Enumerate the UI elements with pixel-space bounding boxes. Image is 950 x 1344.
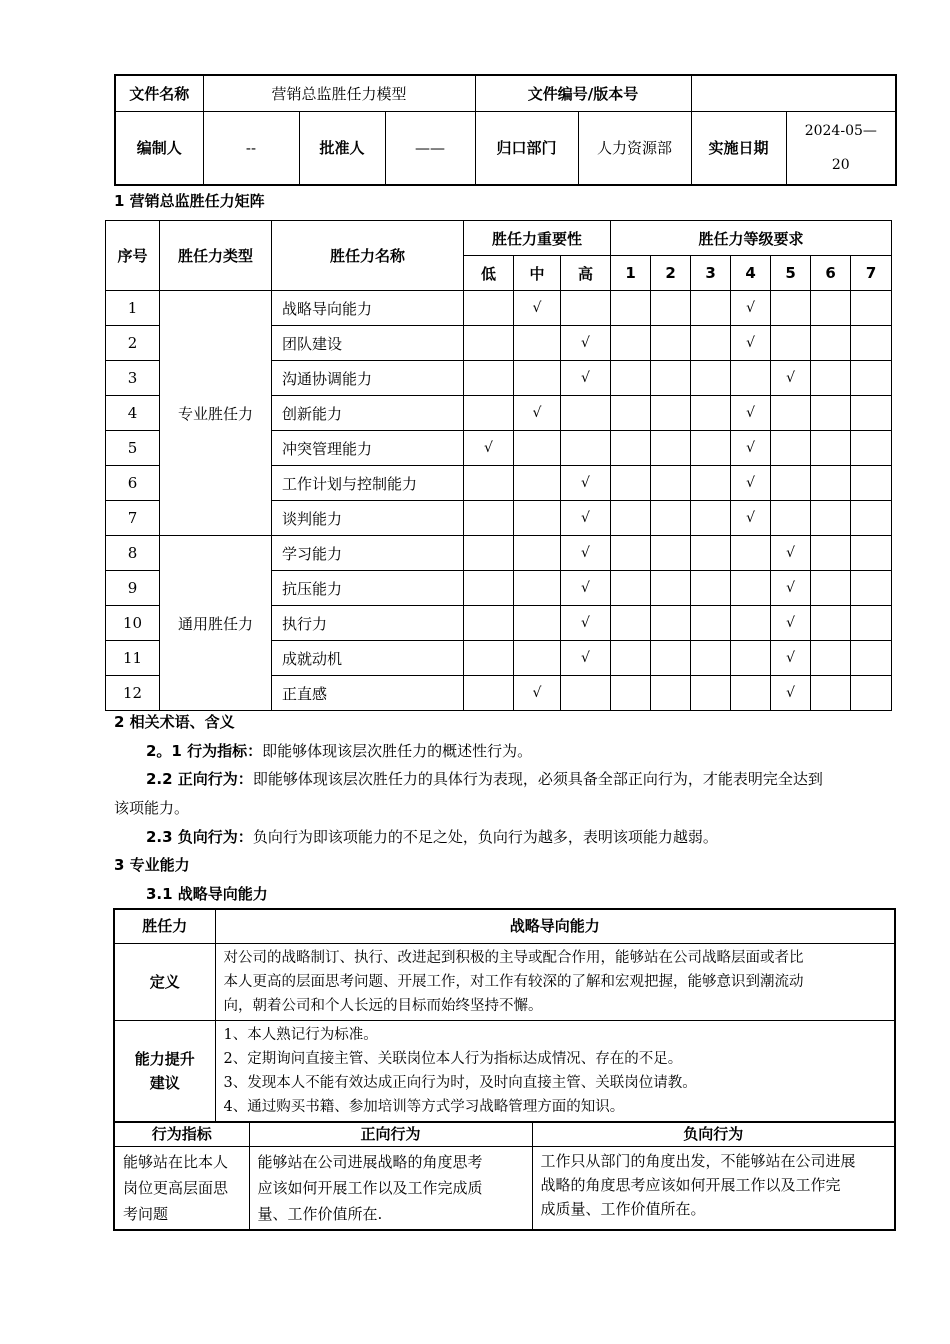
level-cell	[691, 676, 731, 711]
level-cell	[771, 466, 811, 501]
level-cell	[611, 606, 651, 641]
level-cell	[851, 396, 892, 431]
date-value	[786, 111, 896, 185]
term-3-name: 负向行为：	[177, 828, 253, 846]
header-positive: 正向行为	[249, 1122, 532, 1147]
level-cell	[851, 431, 892, 466]
importance-cell	[464, 676, 514, 711]
term-2-text: 即能够体现该层次胜任力的具体行为表现，必须具备全部正向行为，才能表明完全达到	[252, 770, 823, 788]
term-2-text-continued: 该项能力。	[114, 799, 190, 817]
level-check-mark: √	[771, 536, 811, 571]
importance-check-mark: √	[561, 466, 611, 501]
importance-cell	[561, 431, 611, 466]
competency-detail-table	[113, 908, 896, 1123]
level-cell	[611, 571, 651, 606]
level-check-mark: √	[731, 291, 771, 326]
level-col-4: 4	[731, 256, 771, 291]
level-col-5: 5	[771, 256, 811, 291]
importance-cell	[514, 571, 561, 606]
importance-cell	[464, 641, 514, 676]
importance-cell	[464, 291, 514, 326]
approver-label: 批准人	[299, 111, 385, 185]
competency-name: 谈判能力	[272, 501, 464, 536]
level-check-mark: √	[771, 571, 811, 606]
row-number: 2	[106, 326, 160, 361]
row-number: 12	[106, 676, 160, 711]
level-cell	[691, 396, 731, 431]
competency-name: 创新能力	[272, 396, 464, 431]
competency-name: 成就动机	[272, 641, 464, 676]
level-cell	[611, 501, 651, 536]
row-number: 4	[106, 396, 160, 431]
term-1-name: 行为指标：	[187, 742, 263, 760]
level-cell	[811, 501, 851, 536]
advice-item: 2、定期询问直接主管、关联岗位本人行为指标达成情况、存在的不足。	[223, 1050, 683, 1067]
competency-type: 通用胜任力	[160, 536, 272, 711]
header-indicator: 行为指标	[114, 1122, 249, 1147]
level-cell	[691, 361, 731, 396]
level-cell	[611, 361, 651, 396]
level-cell	[811, 606, 851, 641]
competency-name: 战略导向能力	[215, 909, 895, 943]
term-paragraph-3	[146, 826, 718, 847]
level-cell	[611, 431, 651, 466]
level-cell	[611, 396, 651, 431]
importance-check-mark: √	[514, 396, 561, 431]
importance-cell	[514, 606, 561, 641]
negative-line: 战略的角度思考应该如何开展工作以及工作完	[540, 1176, 841, 1194]
row-number: 6	[106, 466, 160, 501]
competency-name: 抗压能力	[272, 571, 464, 606]
level-col-6: 6	[811, 256, 851, 291]
level-cell	[611, 676, 651, 711]
row-number: 5	[106, 431, 160, 466]
advice-list	[215, 1020, 895, 1122]
level-col-1: 1	[611, 256, 651, 291]
advice-label-line-2: 建议	[149, 1073, 180, 1092]
level-cell	[811, 326, 851, 361]
level-cell	[811, 536, 851, 571]
level-cell	[771, 431, 811, 466]
header-negative: 负向行为	[532, 1122, 895, 1147]
level-cell	[811, 466, 851, 501]
level-cell	[851, 641, 892, 676]
date-line-2: 20	[831, 156, 850, 173]
definition-line: 本人更高的层面思考问题、开展工作，对工作有较深的了解和宏观把握，能够意识到潮流动	[223, 973, 804, 990]
level-check-mark: √	[771, 641, 811, 676]
level-cell	[611, 291, 651, 326]
level-cell	[611, 536, 651, 571]
indicator-line: 考问题	[123, 1205, 169, 1223]
header-importance: 胜任力重要性	[464, 221, 611, 256]
level-cell	[651, 466, 691, 501]
row-number: 8	[106, 536, 160, 571]
competency-name: 团队建设	[272, 326, 464, 361]
competency-type: 专业胜任力	[160, 291, 272, 536]
level-cell	[771, 501, 811, 536]
date-line-1: 2024-05—	[804, 122, 877, 139]
level-check-mark: √	[731, 396, 771, 431]
table-row	[106, 536, 892, 571]
level-cell	[651, 536, 691, 571]
level-cell	[691, 431, 731, 466]
positive-text	[249, 1147, 532, 1231]
level-cell	[811, 396, 851, 431]
document-info-table	[114, 74, 897, 186]
level-cell	[611, 466, 651, 501]
level-cell	[611, 641, 651, 676]
advice-label-line-1: 能力提升	[134, 1049, 195, 1068]
approver-value: ——	[385, 111, 475, 185]
level-check-mark: √	[731, 501, 771, 536]
importance-cell	[464, 501, 514, 536]
row-number: 1	[106, 291, 160, 326]
importance-cell	[464, 571, 514, 606]
level-cell	[691, 466, 731, 501]
importance-cell	[514, 466, 561, 501]
level-check-mark: √	[731, 326, 771, 361]
importance-check-mark: √	[514, 291, 561, 326]
competency-matrix	[105, 220, 892, 711]
level-cell	[851, 676, 892, 711]
level-check-mark: √	[731, 431, 771, 466]
date-label: 实施日期	[691, 111, 786, 185]
level-cell	[731, 606, 771, 641]
competency-name: 战略导向能力	[272, 291, 464, 326]
level-cell	[851, 571, 892, 606]
importance-cell	[464, 606, 514, 641]
negative-text	[532, 1147, 895, 1231]
level-cell	[691, 571, 731, 606]
level-cell	[651, 501, 691, 536]
header-type: 胜任力类型	[160, 221, 272, 291]
behavior-table	[113, 1121, 896, 1231]
importance-col-0: 低	[464, 256, 514, 291]
importance-cell	[514, 536, 561, 571]
section-2-title: 2 相关术语、含义	[114, 713, 235, 731]
term-3-text: 负向行为即该项能力的不足之处，负向行为越多，表明该项能力越弱。	[252, 828, 718, 846]
row-number: 7	[106, 501, 160, 536]
level-check-mark: √	[771, 361, 811, 396]
level-cell	[811, 291, 851, 326]
level-cell	[651, 326, 691, 361]
level-cell	[651, 361, 691, 396]
importance-check-mark: √	[561, 361, 611, 396]
level-cell	[851, 466, 892, 501]
level-cell	[851, 501, 892, 536]
competency-name: 工作计划与控制能力	[272, 466, 464, 501]
file-name-label: 文件名称	[115, 75, 203, 111]
file-name-value: 营销总监胜任力模型	[203, 75, 475, 111]
level-cell	[691, 641, 731, 676]
dept-label: 归口部门	[475, 111, 578, 185]
importance-cell	[514, 326, 561, 361]
level-cell	[651, 641, 691, 676]
term-1-number: 2。1	[146, 742, 188, 760]
header-name: 胜任力名称	[272, 221, 464, 291]
level-cell	[691, 291, 731, 326]
level-cell	[811, 361, 851, 396]
header-levels: 胜任力等级要求	[611, 221, 892, 256]
negative-line: 工作只从部门的角度出发，不能够站在公司进展	[540, 1152, 856, 1170]
level-cell	[771, 291, 811, 326]
level-check-mark: √	[731, 466, 771, 501]
importance-check-mark: √	[561, 501, 611, 536]
importance-cell	[514, 361, 561, 396]
importance-cell	[514, 431, 561, 466]
level-cell	[691, 536, 731, 571]
level-cell	[691, 501, 731, 536]
row-number: 11	[106, 641, 160, 676]
importance-cell	[561, 291, 611, 326]
level-cell	[651, 396, 691, 431]
advice-item: 4、通过购买书籍、参加培训等方式学习战略管理方面的知识。	[223, 1098, 625, 1115]
header-no: 序号	[106, 221, 160, 291]
level-cell	[851, 326, 892, 361]
row-number: 3	[106, 361, 160, 396]
importance-check-mark: √	[561, 606, 611, 641]
level-cell	[651, 676, 691, 711]
term-3-number: 2.3	[146, 828, 178, 846]
level-cell	[811, 676, 851, 711]
level-cell	[691, 606, 731, 641]
level-cell	[731, 536, 771, 571]
level-col-7: 7	[851, 256, 892, 291]
advice-item: 3、发现本人不能有效达成正向行为时，及时向直接主管、关联岗位请教。	[223, 1074, 697, 1091]
section-3-1-title: 3.1 战略导向能力	[146, 885, 268, 903]
level-cell	[651, 606, 691, 641]
term-paragraph-1	[146, 740, 532, 761]
advice-item: 1、本人熟记行为标准。	[223, 1026, 378, 1043]
importance-check-mark: √	[561, 571, 611, 606]
indicator-line: 岗位更高层面思	[123, 1179, 229, 1197]
competency-label: 胜任力	[114, 909, 215, 943]
competency-name: 沟通协调能力	[272, 361, 464, 396]
section-1-title: 1 营销总监胜任力矩阵	[114, 192, 265, 210]
term-2-number: 2.2	[146, 770, 178, 788]
file-no-value	[691, 75, 896, 111]
competency-name: 执行力	[272, 606, 464, 641]
importance-cell	[464, 326, 514, 361]
term-1-text: 即能够体现该层次胜任力的概述性行为。	[262, 742, 533, 760]
term-2-name: 正向行为：	[177, 770, 253, 788]
importance-check-mark: √	[561, 641, 611, 676]
level-cell	[731, 676, 771, 711]
level-cell	[811, 641, 851, 676]
editor-value: --	[203, 111, 299, 185]
level-cell	[651, 571, 691, 606]
level-cell	[731, 361, 771, 396]
importance-cell	[561, 396, 611, 431]
level-cell	[851, 606, 892, 641]
level-cell	[811, 571, 851, 606]
advice-label	[114, 1020, 215, 1122]
row-number: 10	[106, 606, 160, 641]
importance-cell	[561, 676, 611, 711]
importance-check-mark: √	[561, 536, 611, 571]
level-cell	[611, 326, 651, 361]
level-cell	[731, 641, 771, 676]
level-cell	[771, 326, 811, 361]
indicator-line: 能够站在比本人	[123, 1153, 229, 1171]
competency-name: 学习能力	[272, 536, 464, 571]
row-number: 9	[106, 571, 160, 606]
indicator-text	[114, 1147, 249, 1231]
level-cell	[651, 431, 691, 466]
importance-cell	[464, 361, 514, 396]
importance-check-mark: √	[561, 326, 611, 361]
section-3-title: 3 专业能力	[114, 856, 190, 874]
negative-line: 成质量、工作价值所在。	[540, 1200, 706, 1218]
importance-cell	[514, 501, 561, 536]
level-col-3: 3	[691, 256, 731, 291]
level-cell	[851, 536, 892, 571]
level-cell	[851, 361, 892, 396]
competency-name: 冲突管理能力	[272, 431, 464, 466]
positive-line: 能够站在公司进展战略的角度思考	[257, 1153, 483, 1171]
editor-label: 编制人	[115, 111, 203, 185]
positive-line: 应该如何开展工作以及工作完成质	[257, 1179, 483, 1197]
file-no-label: 文件编号/版本号	[475, 75, 691, 111]
level-check-mark: √	[771, 606, 811, 641]
importance-cell	[464, 466, 514, 501]
definition-line: 向，朝着公司和个人长远的目标而始终坚持不懈。	[223, 997, 543, 1014]
term-paragraph-2	[146, 768, 823, 789]
level-check-mark: √	[771, 676, 811, 711]
definition-text	[215, 943, 895, 1020]
dept-value: 人力资源部	[578, 111, 691, 185]
level-cell	[691, 326, 731, 361]
importance-col-1: 中	[514, 256, 561, 291]
importance-col-2: 高	[561, 256, 611, 291]
importance-check-mark: √	[464, 431, 514, 466]
level-cell	[811, 431, 851, 466]
positive-line: 量、工作价值所在.	[257, 1205, 383, 1223]
level-cell	[771, 396, 811, 431]
definition-label: 定义	[114, 943, 215, 1020]
importance-cell	[464, 396, 514, 431]
level-cell	[731, 571, 771, 606]
importance-cell	[464, 536, 514, 571]
level-cell	[851, 291, 892, 326]
importance-cell	[514, 641, 561, 676]
level-cell	[651, 291, 691, 326]
definition-line: 对公司的战略制订、执行、改进起到积极的主导或配合作用，能够站在公司战略层面或者比	[223, 949, 804, 966]
competency-name: 正直感	[272, 676, 464, 711]
table-row	[106, 291, 892, 326]
importance-check-mark: √	[514, 676, 561, 711]
level-col-2: 2	[651, 256, 691, 291]
